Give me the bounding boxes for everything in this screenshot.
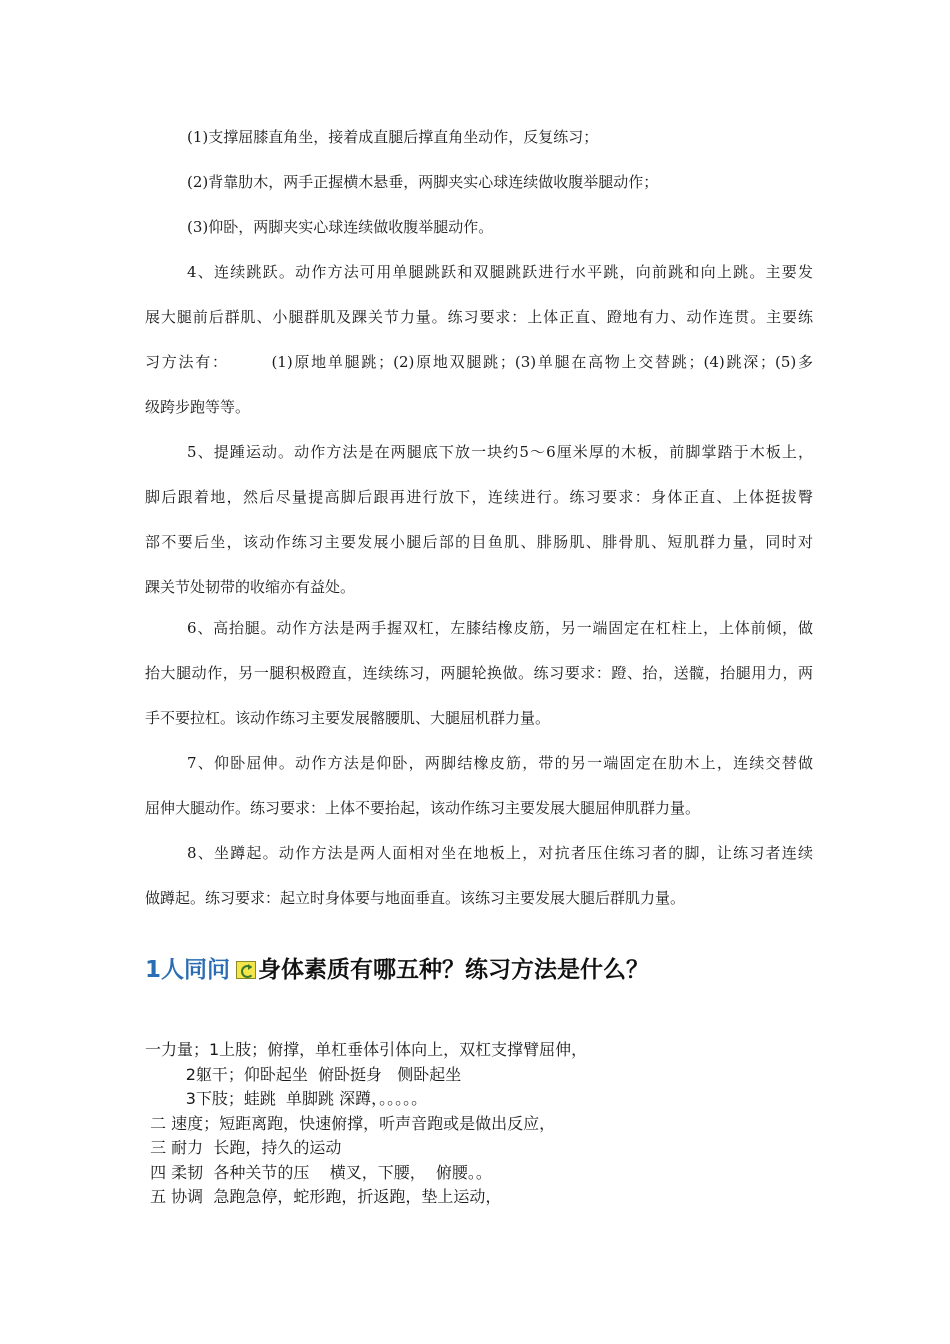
text-line: 部不要后坐，该动作练习主要发展小腿后部的目鱼肌、腓肠肌、腓骨肌、短肌群力量，同时对 bbox=[145, 533, 813, 551]
text-line: 踝关节处韧带的收缩亦有益处。 bbox=[145, 578, 356, 596]
question-heading bbox=[145, 950, 649, 990]
text-line: 8、坐蹲起。动作方法是两人面相对坐在地板上，对抗者压住练习者的脚，让练习者连续 bbox=[187, 844, 813, 862]
paragraph-3 bbox=[145, 205, 813, 250]
list-item: 一力量；1上肢；俯撑，单杠垂体引体向上，双杠支撑臂屈伸， bbox=[145, 1040, 588, 1059]
paragraph-6 bbox=[145, 606, 813, 741]
paragraph-8 bbox=[145, 831, 813, 921]
list-item: 2躯干；仰卧起坐 俯卧挺身 侧卧起坐 bbox=[145, 1064, 462, 1084]
list-item: 三 耐力 长跑，持久的运动 bbox=[145, 1138, 342, 1157]
paragraph-2 bbox=[145, 160, 813, 205]
text-line: 4、连续跳跃。动作方法可用单腿跳跃和双腿跳跃进行水平跳，向前跳和向上跳。主要发 bbox=[187, 263, 813, 281]
same-question-count-link[interactable]: 1人同问 bbox=[145, 957, 231, 983]
answer-list bbox=[145, 1038, 587, 1210]
text-line: 7、仰卧屈伸。动作方法是仰卧，两脚结橡皮筋，带的另一端固定在肋木上，连续交替做 bbox=[187, 754, 813, 772]
text-line: 脚后跟着地，然后尽量提高脚后跟再进行放下，连续进行。练习要求：身体正直、上体挺拔臀 bbox=[145, 488, 813, 506]
list-item: 四 柔韧 各种关节的压 横叉，下腰， 俯腰。。 bbox=[145, 1162, 492, 1182]
text-line: 抬大腿动作，另一腿积极蹬直，连续练习，两腿轮换做。练习要求：蹬、抬，送髋，抬腿用力，两 bbox=[145, 664, 813, 682]
text-line: 级跨步跑等等。 bbox=[145, 398, 251, 416]
text-line: 6、高抬腿。动作方法是两手握双杠，左膝结橡皮筋，另一端固定在杠柱上，上体前倾，做 bbox=[187, 619, 813, 637]
text-line: 5、提踵运动。动作方法是在两腿底下放一块约5～6厘米厚的木板，前脚掌踏于木板上， bbox=[187, 443, 813, 461]
text-line: 习方法有： (1)原地单腿跳；(2)原地双腿跳；(3)单腿在高物上交替跳；(4)跳深；(5)多 bbox=[145, 353, 813, 371]
text-line: 屈伸大腿动作。练习要求：上体不要抬起，该动作练习主要发展大腿屈伸肌群力量。 bbox=[145, 799, 701, 817]
text-line: (3)仰卧，两脚夹实心球连续做收腹举腿动作。 bbox=[187, 218, 494, 236]
text-line: 做蹲起。练习要求：起立时身体要与地面垂直。该练习主要发展大腿后群肌力量。 bbox=[145, 889, 686, 907]
paragraph-1 bbox=[145, 115, 813, 160]
paragraph-5 bbox=[145, 430, 813, 610]
list-item: 二 速度；短距离跑，快速俯撑，听声音跑或是做出反应， bbox=[145, 1113, 556, 1133]
text-line: (2)背靠肋木，两手正握横木悬垂，两脚夹实心球连续做收腹举腿动作； bbox=[187, 173, 659, 191]
question-title: 身体素质有哪五种？练习方法是什么？ bbox=[258, 957, 650, 983]
list-item: 3下肢；蛙跳 单脚跳 深蹲，。。。。。 bbox=[145, 1089, 428, 1108]
refresh-badge-icon bbox=[236, 961, 256, 979]
list-item: 五 协调 急跑急停，蛇形跑，折返跑，垫上运动， bbox=[145, 1187, 502, 1206]
text-line: 展大腿前后群肌、小腿群肌及踝关节力量。练习要求：上体正直、蹬地有力、动作连贯。主要练 bbox=[145, 308, 813, 326]
text-line: (1)支撑屈膝直角坐，接着成直腿后撑直角坐动作，反复练习； bbox=[187, 128, 599, 146]
paragraph-7 bbox=[145, 741, 813, 831]
paragraph-4 bbox=[145, 250, 813, 430]
text-line: 手不要拉杠。该动作练习主要发展髂腰肌、大腿屈机群力量。 bbox=[145, 709, 551, 727]
